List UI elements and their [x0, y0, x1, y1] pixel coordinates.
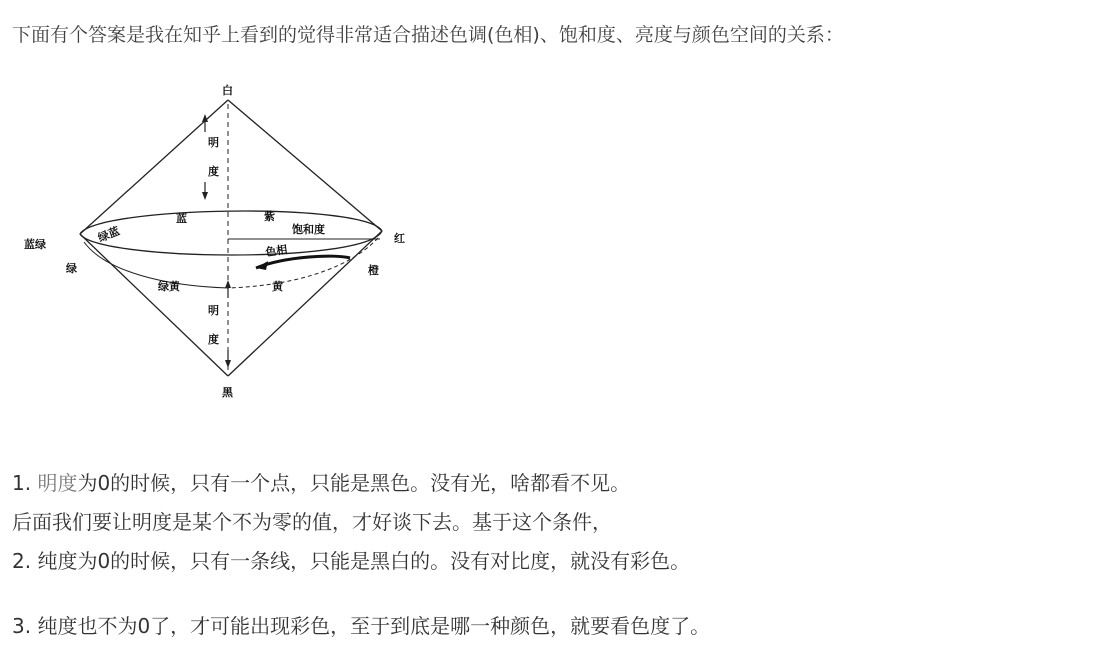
ellipse-front-arc [80, 231, 382, 255]
line-1-text: 为0的时候，只有一个点，只能是黑色。没有光，啥都看不见。 [77, 471, 631, 495]
line-1-keyword: 明度 [37, 471, 78, 495]
label-black: 黑 [222, 386, 233, 399]
line-3: 2. 纯度为0的时候，只有一条线，只能是黑白的。没有对比度，就没有彩色。 [12, 549, 691, 573]
label-brightness-upper-1: 明 [208, 136, 219, 149]
label-blue-green: 蓝绿 [24, 238, 46, 251]
lower-right-curve [228, 238, 378, 288]
color-space-svg [16, 76, 416, 406]
label-brightness-lower-1: 明 [208, 304, 219, 317]
line-1-number: 1. [12, 471, 32, 495]
label-brightness-upper-2: 度 [208, 165, 219, 178]
ellipse-back-arc [80, 211, 382, 234]
cone-outline [80, 100, 382, 376]
label-blue: 蓝 [176, 212, 187, 225]
label-purple: 紫 [264, 210, 275, 223]
lower-left-curve [84, 242, 228, 288]
label-white: 白 [222, 84, 233, 97]
label-green-blue: 绿蓝 [96, 224, 122, 245]
line-2: 后面我们要让明度是某个不为零的值，才好谈下去。基于这个条件， [12, 510, 612, 534]
brightness-axis [228, 104, 380, 374]
line-1 [12, 469, 630, 497]
label-yellow-green: 绿黄 [158, 280, 180, 293]
label-hue: 色相 [264, 243, 289, 259]
label-brightness-lower-2: 度 [208, 333, 219, 346]
axis-arrows [202, 114, 231, 368]
label-orange: 橙 [368, 264, 379, 277]
line-4: 3. 纯度也不为0了，才可能出现彩色，至于到底是哪一种颜色，就要看色度了。 [12, 614, 711, 638]
arrow-down-lower [225, 360, 231, 368]
label-red: 红 [394, 232, 405, 245]
intro-text: 下面有个答案是我在知乎上看到的觉得非常适合描述色调(色相)、饱和度、亮度与颜色空间的关系： [12, 24, 844, 46]
label-saturation: 饱和度 [292, 223, 325, 236]
arrow-down-upper [202, 192, 208, 200]
color-space-diagram [16, 76, 416, 406]
label-green: 绿 [66, 262, 77, 275]
label-yellow: 黄 [272, 280, 283, 293]
